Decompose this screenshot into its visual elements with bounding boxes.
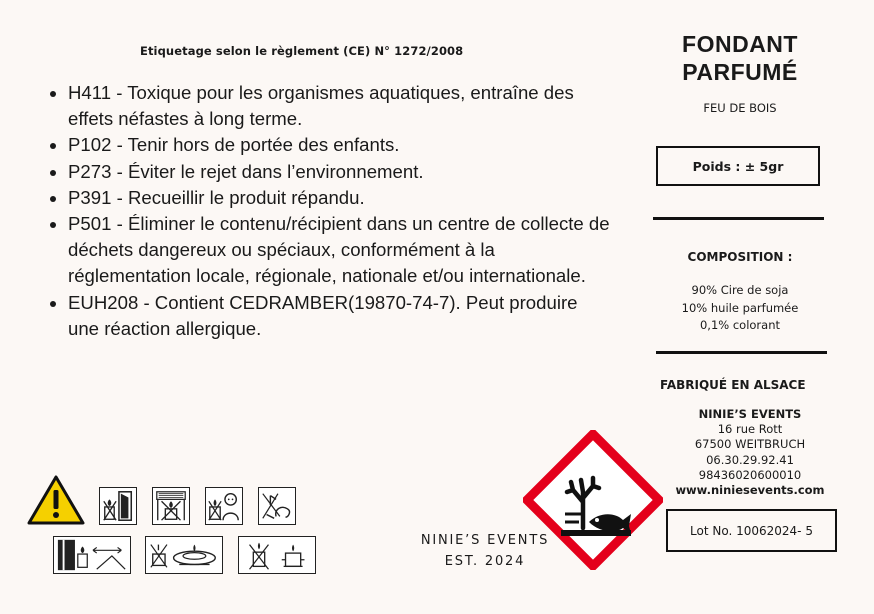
no-flame-near-door-icon (99, 487, 137, 525)
list-item: • P391 - Recueillir le produit répandu. (68, 185, 613, 211)
company-name: NINIE’S EVENTS (698, 407, 802, 421)
list-item: • P273 - Éviter le rejet dans l’environnement. (68, 159, 613, 185)
company-website: www.niniesevents.com (675, 483, 825, 498)
scent-name: FEU DE BOIS (703, 101, 777, 115)
list-item: • P501 - Éliminer le contenu/récipient dans un centre de collecte de déchets dangereux ou spéciaux, conformément à la réglementation locale, régionale, nationale et/ou internationale. (68, 211, 613, 290)
list-item: • EUH208 - Contient CEDRAMBER(19870-74-7). Peut produire une réaction allergique. (68, 290, 613, 342)
regulation-title: Etiquetage selon le règlement (CE) N° 1272/2008 (140, 44, 464, 58)
company-street: 16 rue Rott (717, 422, 783, 437)
hazard-statements-list (48, 80, 613, 342)
company-phone: 06.30.29.92.41 (706, 452, 794, 467)
company-siret: 98436020600010 (698, 467, 802, 482)
ghs-environment-hazard-icon (523, 430, 663, 570)
made-in-label: FABRIQUÉ EN ALSACE (660, 378, 806, 392)
company-city: 67500 WEITBRUCH (694, 437, 806, 452)
no-flame-near-children-icon (205, 487, 243, 525)
composition-line: 0,1% colorant (699, 318, 781, 332)
lot-number-box (666, 509, 837, 552)
no-flame-near-curtains-icon (152, 487, 190, 525)
company-address (650, 407, 850, 498)
weight-box (656, 146, 820, 186)
divider (653, 217, 824, 220)
no-water-on-burner-icon (145, 536, 223, 574)
warning-triangle-icon (26, 474, 86, 526)
weight-label: Poids : ± 5gr (692, 158, 784, 174)
product-title-line1: FONDANT (682, 31, 798, 57)
product-title (640, 30, 840, 86)
lot-number: Lot No. 10062024- 5 (690, 523, 813, 538)
composition-line: 90% Cire de soja (691, 283, 789, 297)
no-multiple-burners-icon (238, 536, 316, 574)
brand-established: EST. 2024 (444, 554, 526, 569)
divider (656, 351, 827, 354)
composition-list (640, 282, 840, 335)
composition-title: COMPOSITION : (687, 250, 793, 264)
list-item: • H411 - Toxique pour les organismes aquatiques, entraîne des effets néfastes à long terme. (68, 80, 613, 132)
list-item: • P102 - Tenir hors de portée des enfants. (68, 132, 613, 158)
keep-distance-icon (53, 536, 131, 574)
no-flame-near-pets-icon (258, 487, 296, 525)
product-title-line2: PARFUMÉ (682, 59, 798, 85)
composition-line: 10% huile parfumée (681, 300, 799, 315)
brand-name: NINIE’S EVENTS (420, 533, 550, 548)
